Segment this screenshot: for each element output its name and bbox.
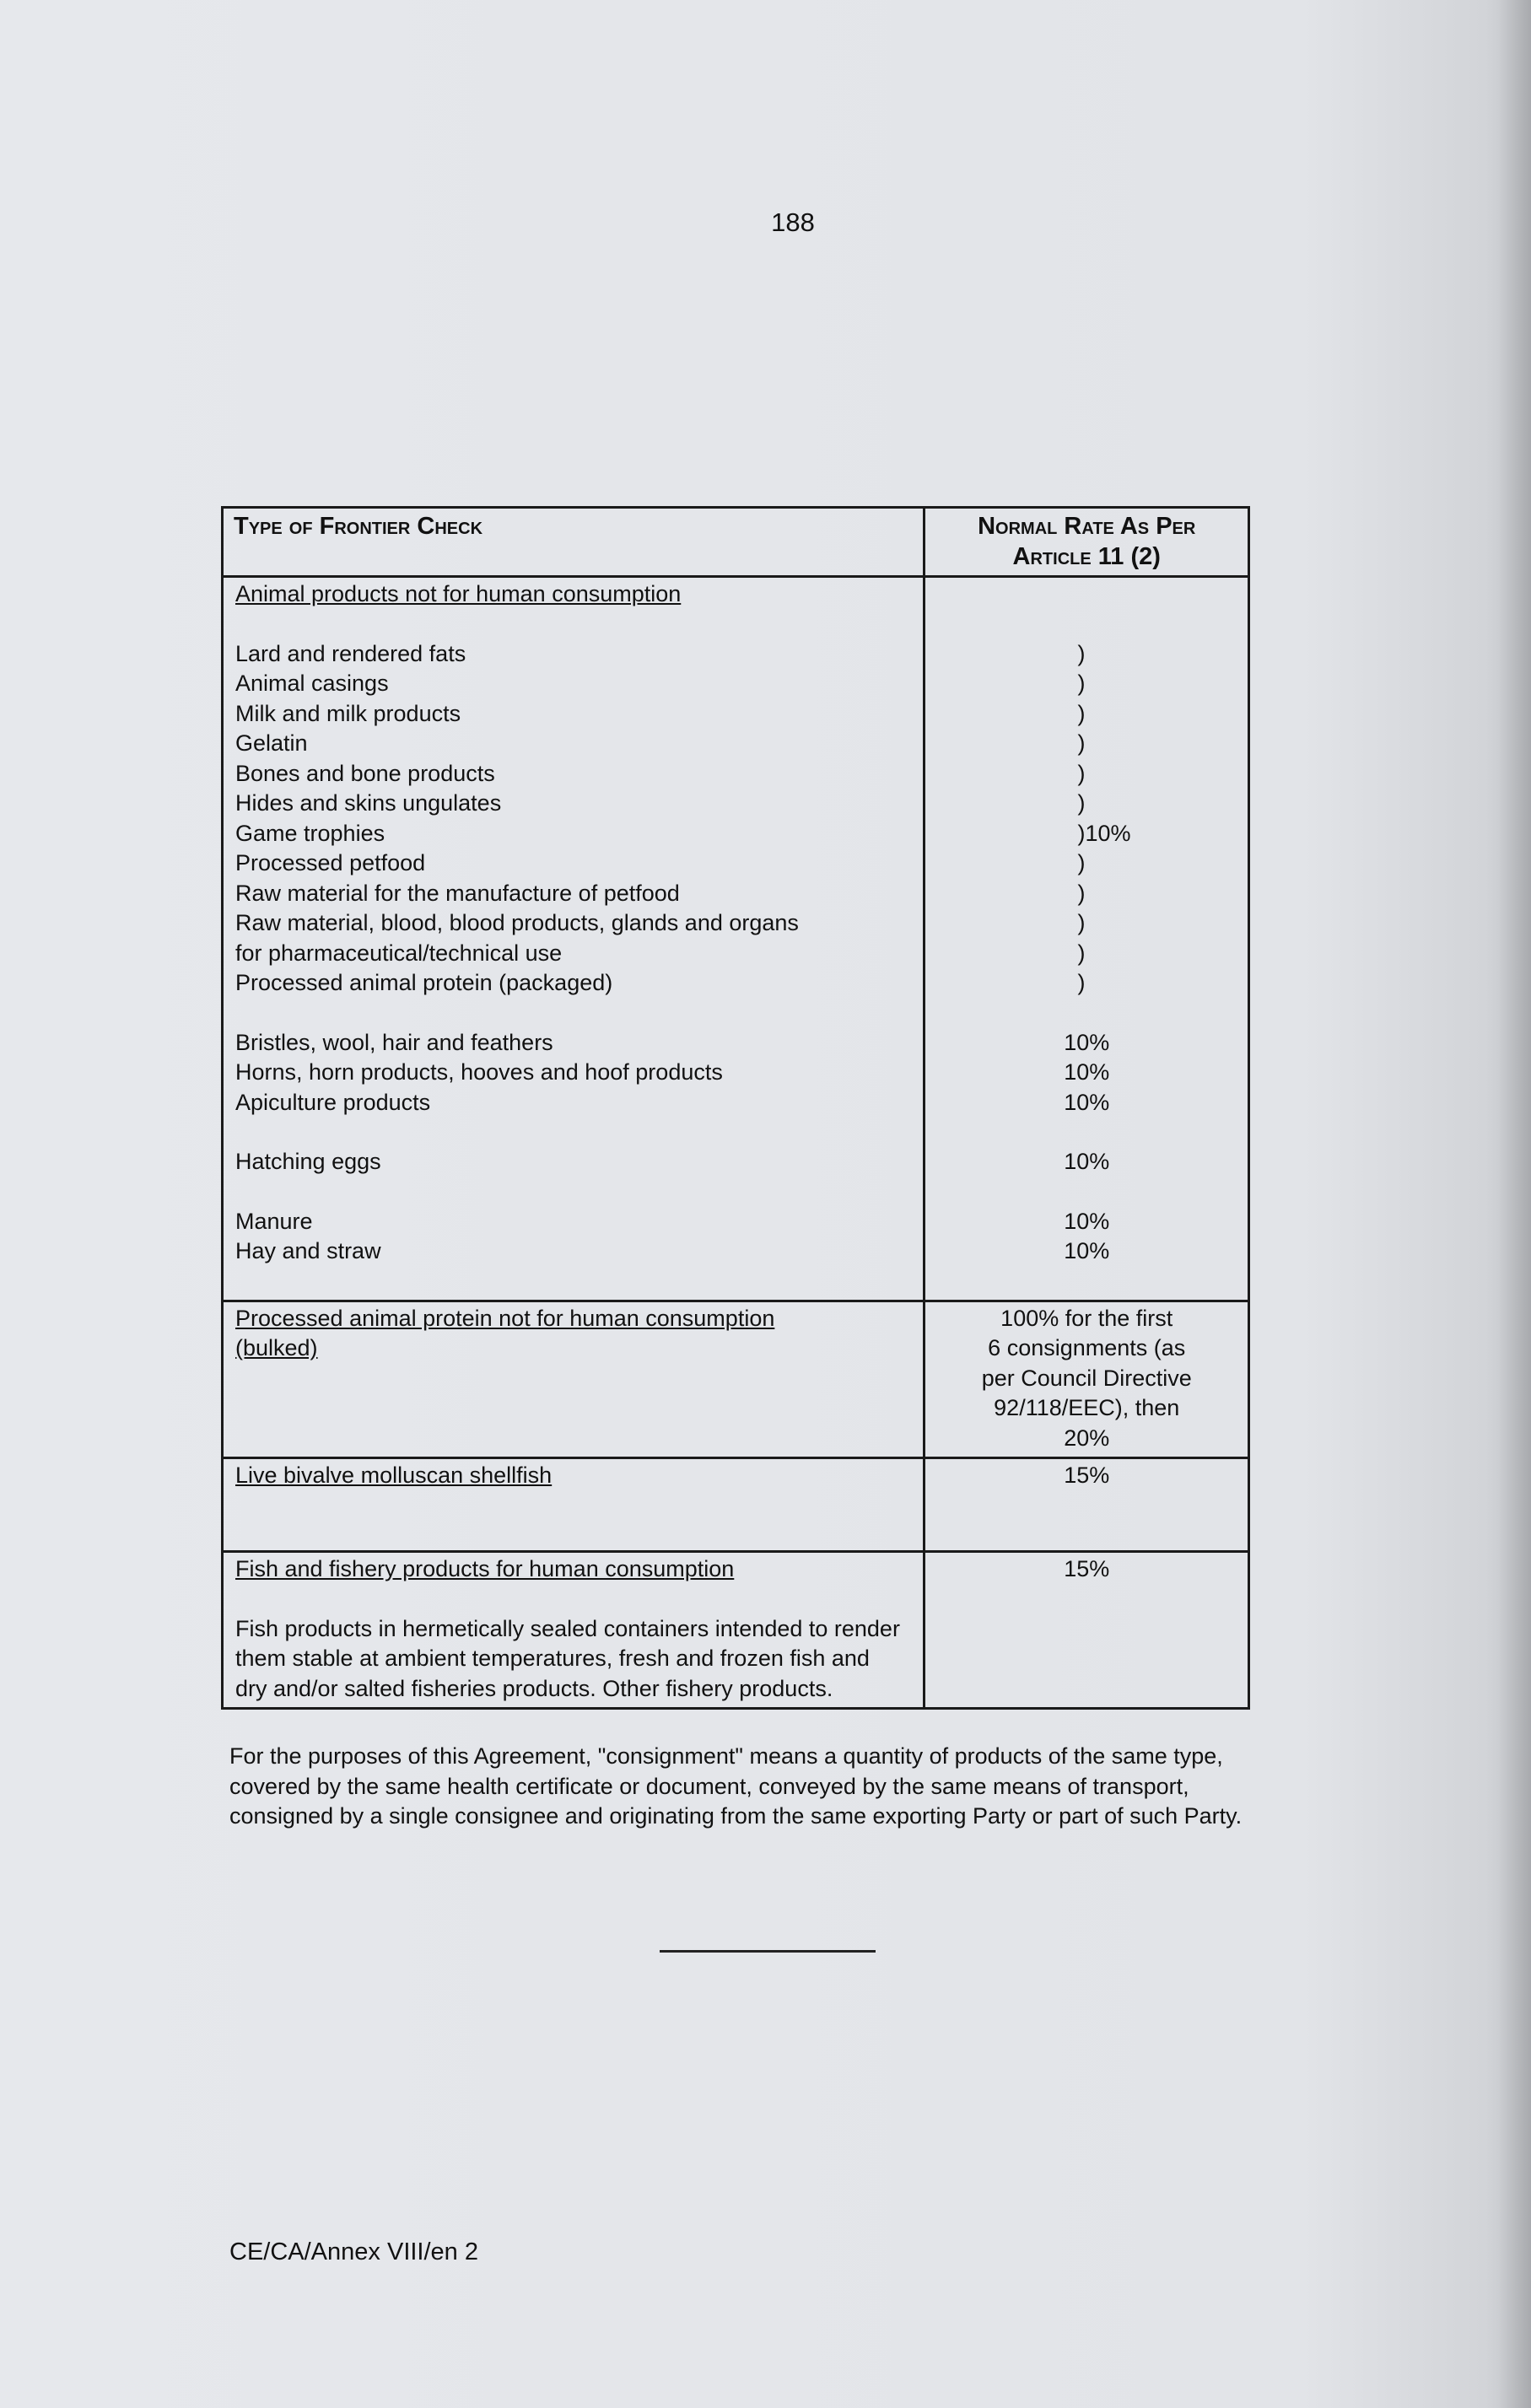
list-item: Hatching eggs [235,1149,381,1174]
header-type-of-check: Type of Frontier Check [223,508,925,577]
section-fish-rate: 15% [925,1552,1249,1709]
section-title: Fish and fishery products for human consumption [235,1556,735,1581]
rate-value: 10% [1064,1029,1110,1055]
bracket-mark: ) [1077,700,1086,726]
spacer [932,1177,1241,1207]
horizontal-rule [660,1950,876,1953]
list-item: Apiculture products [235,1089,431,1115]
spacer [932,1118,1241,1147]
bracket-mark: ) [1077,970,1086,995]
list-item: Raw material for the manufacture of petfood [235,880,680,906]
section-animal-products-row [223,577,1249,1301]
section-title-line2: (bulked) [235,1335,318,1360]
list-item: Hay and straw [235,1238,381,1263]
bracket-mark: ) [1077,730,1086,756]
list-item: Horns, horn products, hooves and hoof products [235,1059,723,1085]
section-bivalve-title-cell [223,1458,925,1552]
rate-line: per Council Directive [981,1365,1192,1391]
list-item: Processed petfood [235,850,426,875]
group4-rates [932,1207,1241,1267]
spacer [932,610,1241,639]
group3-items [235,1147,911,1177]
group4-items [235,1207,911,1267]
bracket-mark: ) [1077,880,1086,906]
list-item: for pharmaceutical/technical use [235,940,563,966]
list-item: Game trophies [235,820,385,846]
list-item: Gelatin [235,730,308,756]
list-item: Milk and milk products [235,700,461,726]
rate-value: 10% [1064,1089,1110,1115]
section-fish-row [223,1552,1249,1709]
section-fish-description: Fish products in hermetically sealed containers intended to render them stable at ambient temperatures, fresh and frozen fish and dry and/or salted fisheries products. Other fishery products. [235,1615,900,1701]
page-edge-shadow [1497,0,1531,2408]
bracket-mark: ) [1077,850,1086,875]
section-animal-products-rates [925,577,1249,1301]
list-item: Processed animal protein (packaged) [235,970,613,995]
section-title-line1: Processed animal protein not for human consumption [235,1305,775,1331]
rate-lines [932,1304,1241,1454]
section-animal-products-items [223,577,925,1301]
rate-line: 100% for the first [1000,1305,1173,1331]
spacer [235,1585,911,1614]
rate-line: 6 consignments (as [988,1335,1186,1360]
section-bivalve-rate: 15% [925,1458,1249,1552]
list-item: Bones and bone products [235,760,495,786]
document-reference: CE/CA/Annex VIII/en 2 [229,2238,478,2265]
bracket-mark: ) [1077,940,1086,966]
list-item: Bristles, wool, hair and feathers [235,1029,553,1055]
rate-line: 92/118/EEC), then [994,1395,1180,1420]
header-normal-rate [925,508,1249,577]
frontier-check-table [221,506,1250,1710]
bracket-mark: ) [1077,760,1086,786]
section-processed-protein-row [223,1301,1249,1458]
list-item: Hides and skins ungulates [235,790,502,816]
header-normal-rate-line2: Article 11 (2) [1012,542,1161,570]
list-item: Lard and rendered fats [235,640,466,666]
list-item: Animal casings [235,671,389,696]
group1-brackets [932,639,1241,999]
list-item: Raw material, blood, blood products, glands and organs [235,910,799,935]
group1-items [235,639,911,999]
bracket-mark: ) [1077,640,1086,666]
bracket-mark: ) [1077,910,1086,935]
spacer [235,1267,911,1296]
group3-rates [932,1147,1241,1177]
bracket-mark: ) [1077,790,1086,816]
bracket-mark: )10% [1077,820,1131,846]
group2-rates [932,1028,1241,1118]
list-item: Manure [235,1208,313,1234]
spacer [932,579,1241,610]
bracket-mark: ) [1077,671,1086,696]
section-processed-protein-rate [925,1301,1249,1458]
spacer [932,999,1241,1028]
page-number: 188 [771,207,815,237]
section-title: Live bivalve molluscan shellfish [235,1463,553,1488]
rate-value: 10% [1064,1059,1110,1085]
rate-line: 20% [1064,1425,1110,1451]
group2-items [235,1028,911,1118]
section-fish-cell [223,1552,925,1709]
rate-value: 10% [1064,1208,1110,1234]
spacer [235,1177,911,1207]
section-title: Animal products not for human consumption [235,581,682,606]
rate-value: 10% [1064,1149,1110,1174]
rate-value: 10% [1064,1238,1110,1263]
spacer [235,999,911,1028]
spacer [235,1118,911,1147]
consignment-definition: For the purposes of this Agreement, "consignment" means a quantity of products of the same type, covered by the same health certificate or document, conveyed by the same means of transport, consigned by a single consignee and originating from the same exporting Party or part of such Party. [229,1743,1243,1829]
section-processed-protein-title [223,1301,925,1458]
spacer [235,610,911,639]
header-normal-rate-line1: Normal Rate As Per [978,513,1196,540]
section-bivalve-row [223,1458,1249,1552]
table-header-row [223,508,1249,577]
